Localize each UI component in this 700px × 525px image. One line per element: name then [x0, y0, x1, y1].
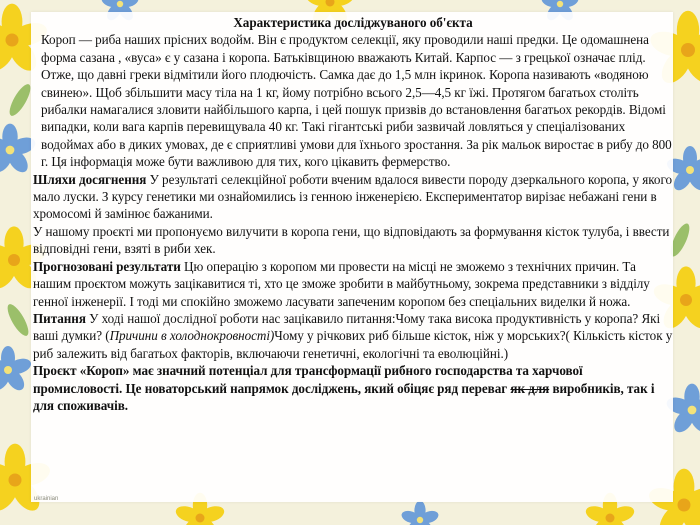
- document-body: [33, 14, 673, 414]
- footer-mark: ukrainian: [34, 496, 59, 502]
- ways-heading: Шляхи досягнення: [33, 171, 147, 187]
- forecast-heading: Прогнозовані результати: [33, 258, 181, 274]
- questions-text-2: Чому у річкових риб більше кісток, ніж у морських?( Кількість кісток у риб залежить від багатьох факторів, включаючи генетичні, екологічні та еволюційні.): [33, 328, 673, 361]
- forecast-text: Цю операцію з коропом ми провести на місці не зможемо з технічних причин. Та нашим проєктом можуть зацікавитися ті, хто це зможе зробити в майбутньому, зокрема представники з відділу генної інженерії. І тоді ми спокійно зможемо ласувати запеченим коропом без спеціальних виделки й ножа.: [33, 258, 650, 309]
- conclusion-end: виробників, так і для споживачів.: [33, 380, 655, 413]
- ways-paragraph: [33, 171, 673, 223]
- ways-text: У результаті селекційної роботи вченим вдалося вивести породу дзеркального коропа, у якого мало луски. З курсу генетики ми ознайомились із генною інженерією. Експериментатор вирізає небажані гени в хромосомі й замінює бажаними.: [33, 171, 672, 222]
- questions-italic: Причини в холоднокровності): [109, 328, 275, 344]
- questions-text-1: У ході нашої дослідної роботи нас зацікавило питання:Чому така висока продуктивність у коропа? Які ваші думки? (: [33, 310, 661, 344]
- conclusion-paragraph: [33, 362, 673, 414]
- document-title: Характеристика досліджуваного об'єкта: [233, 15, 473, 30]
- questions-paragraph: [33, 310, 673, 362]
- conclusion-main: Проєкт «Короп» має значний потенціал для трансформації рибного господарства та харчової промисловості. Це новаторський напрямок досліджень, який обіцяє ряд переваг: [33, 363, 583, 396]
- forecast-paragraph: [33, 258, 673, 310]
- conclusion-strike: як для: [510, 380, 550, 396]
- questions-heading: Питання: [33, 310, 86, 326]
- intro-paragraph: Короп — риба наших прісних водойм. Він є продуктом селекції, яку проводили наші предки. Це одомашнена форма сазана , «вуса» є у сазана і коропа. Батьківщиною вважають Китай. Карпос — з грецької означає плід. Отже, що давні греки відмітили його плодючість. Самка дає до 1,5 млн ікринок. Коропа називають «водяною свинею». Щоб збільшити масу тіла на 1 кг, йому потрібно всього 2,5—4,5 кг їжі. Протягом багатьох століть рибалки намагалися зловити найбільшого карпа, і цей пошук призвів до встановлення багатьох рекордів. Відомі випадки, коли вага карпів перевищувала 40 кг. Такі гігантські риби зазвичай ловляться у спеціалізованих водоймах або в диких умовах, де є сприятливі умови для їхнього зростання. За рік мальок виростає в рибу до 800 г. Ця інформація може бути важливою для тих, кого цікавить фермерство.: [41, 32, 672, 170]
- proposal-paragraph: У нашому проєкті ми пропонуємо вилучити в коропа гени, що відповідають за формування кісток тулуба, і ввести відповідні гени, взяті в риби хек.: [33, 223, 670, 257]
